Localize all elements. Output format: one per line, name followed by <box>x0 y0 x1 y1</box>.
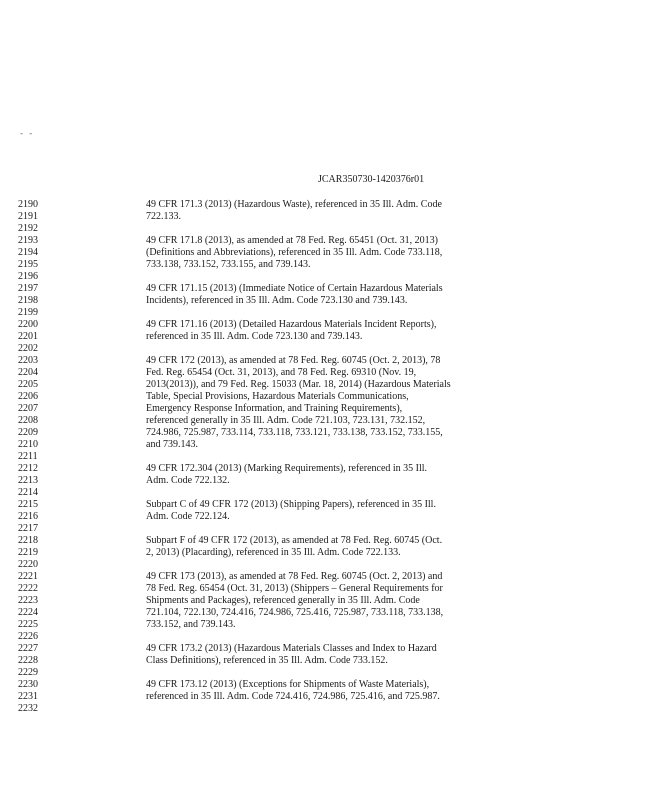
line-number: 2212 <box>18 463 38 474</box>
document-line <box>0 643 671 655</box>
line-number: 2196 <box>18 271 38 282</box>
line-number: 2210 <box>18 439 38 450</box>
line-number: 2225 <box>18 619 38 630</box>
document-line <box>0 703 671 715</box>
document-line <box>0 343 671 355</box>
line-number: 2200 <box>18 319 38 330</box>
line-number: 2226 <box>18 631 38 642</box>
line-number: 2207 <box>18 403 38 414</box>
document-line <box>0 439 671 451</box>
line-number: 2198 <box>18 295 38 306</box>
line-number: 2201 <box>18 331 38 342</box>
document-line <box>0 547 671 559</box>
line-number: 2203 <box>18 355 38 366</box>
line-text: referenced generally in 35 Ill. Adm. Code 721.103, 723.131, 732.152, <box>146 415 426 426</box>
line-number: 2216 <box>18 511 38 522</box>
line-text: Incidents), referenced in 35 Ill. Adm. Code 723.130 and 739.143. <box>146 295 408 306</box>
line-text: Adm. Code 722.132. <box>146 475 230 486</box>
line-text: 721.104, 722.130, 724.416, 724.986, 725.416, 725.987, 733.118, 733.138, <box>146 607 444 618</box>
line-number: 2218 <box>18 535 38 546</box>
document-line <box>0 523 671 535</box>
document-line <box>0 559 671 571</box>
document-line <box>0 679 671 691</box>
line-number: 2222 <box>18 583 38 594</box>
document-line <box>0 259 671 271</box>
line-text: 724.986, 725.987, 733.114, 733.118, 733.121, 733.138, 733.152, 733.155, <box>146 427 443 438</box>
line-number: 2191 <box>18 211 38 222</box>
document-line <box>0 415 671 427</box>
line-text: 49 CFR 171.15 (2013) (Immediate Notice of Certain Hazardous Materials <box>146 283 443 294</box>
line-text: 49 CFR 173.2 (2013) (Hazardous Materials Classes and Index to Hazard <box>146 643 437 654</box>
document-line <box>0 223 671 235</box>
line-number: 2214 <box>18 487 38 498</box>
line-number: 2209 <box>18 427 38 438</box>
line-number: 2190 <box>18 199 38 210</box>
document-line <box>0 307 671 319</box>
line-text: Shipments and Packages), referenced generally in 35 Ill. Adm. Code <box>146 595 420 606</box>
document-line <box>0 403 671 415</box>
document-line <box>0 667 671 679</box>
document-line <box>0 355 671 367</box>
line-number: 2223 <box>18 595 38 606</box>
document-line <box>0 595 671 607</box>
line-text: 78 Fed. Reg. 65454 (Oct. 31, 2013) (Shippers – General Requirements for <box>146 583 443 594</box>
document-line <box>0 583 671 595</box>
line-number: 2219 <box>18 547 38 558</box>
document-line <box>0 235 671 247</box>
document-line <box>0 499 671 511</box>
line-text: 49 CFR 173 (2013), as amended at 78 Fed. Reg. 60745 (Oct. 2, 2013) and <box>146 571 443 582</box>
line-number: 2213 <box>18 475 38 486</box>
line-number: 2192 <box>18 223 38 234</box>
line-number: 2204 <box>18 367 38 378</box>
line-number: 2215 <box>18 499 38 510</box>
line-number: 2232 <box>18 703 38 714</box>
document-line <box>0 331 671 343</box>
document-line <box>0 391 671 403</box>
document-line <box>0 199 671 211</box>
line-text: Adm. Code 722.124. <box>146 511 230 522</box>
line-text: Subpart C of 49 CFR 172 (2013) (Shipping Papers), referenced in 35 Ill. <box>146 499 436 510</box>
line-number: 2229 <box>18 667 38 678</box>
document-line <box>0 463 671 475</box>
line-number: 2231 <box>18 691 38 702</box>
line-text: 733.152, and 739.143. <box>146 619 236 630</box>
line-text: Fed. Reg. 65454 (Oct. 31, 2013), and 78 Fed. Reg. 69310 (Nov. 19, <box>146 367 417 378</box>
line-text: 722.133. <box>146 211 181 222</box>
line-number: 2194 <box>18 247 38 258</box>
document-line <box>0 655 671 667</box>
document-line <box>0 451 671 463</box>
line-number: 2217 <box>18 523 38 534</box>
document-line <box>0 631 671 643</box>
corner-mark: - - <box>20 128 35 138</box>
line-text: referenced in 35 Ill. Adm. Code 724.416, 724.986, 725.416, and 725.987. <box>146 691 440 702</box>
line-number: 2206 <box>18 391 38 402</box>
line-number: 2202 <box>18 343 38 354</box>
line-text: Subpart F of 49 CFR 172 (2013), as amended at 78 Fed. Reg. 60745 (Oct. <box>146 535 443 546</box>
line-text: 49 CFR 171.8 (2013), as amended at 78 Fed. Reg. 65451 (Oct. 31, 2013) <box>146 235 438 246</box>
line-number: 2197 <box>18 283 38 294</box>
document-line <box>0 427 671 439</box>
line-number: 2227 <box>18 643 38 654</box>
document-line <box>0 619 671 631</box>
document-line <box>0 511 671 523</box>
line-text: 49 CFR 171.3 (2013) (Hazardous Waste), referenced in 35 Ill. Adm. Code <box>146 199 442 210</box>
line-text: 2, 2013) (Placarding), referenced in 35 Ill. Adm. Code 722.133. <box>146 547 401 558</box>
line-number: 2230 <box>18 679 38 690</box>
document-line <box>0 571 671 583</box>
document-line <box>0 319 671 331</box>
line-number: 2220 <box>18 559 38 570</box>
line-number: 2195 <box>18 259 38 270</box>
document-line <box>0 487 671 499</box>
line-number: 2205 <box>18 379 38 390</box>
line-text: Table, Special Provisions, Hazardous Materials Communications, <box>146 391 409 402</box>
line-number: 2228 <box>18 655 38 666</box>
line-number: 2224 <box>18 607 38 618</box>
line-text: Class Definitions), referenced in 35 Ill. Adm. Code 733.152. <box>146 655 388 666</box>
document-line <box>0 379 671 391</box>
line-number: 2221 <box>18 571 38 582</box>
line-text: 49 CFR 172 (2013), as amended at 78 Fed. Reg. 60745 (Oct. 2, 2013), 78 <box>146 355 441 366</box>
line-text: 49 CFR 171.16 (2013) (Detailed Hazardous Materials Incident Reports), <box>146 319 437 330</box>
line-number: 2208 <box>18 415 38 426</box>
document-line <box>0 283 671 295</box>
document-line <box>0 607 671 619</box>
document-line <box>0 691 671 703</box>
line-number: 2199 <box>18 307 38 318</box>
line-text: referenced in 35 Ill. Adm. Code 723.130 and 739.143. <box>146 331 363 342</box>
document-line <box>0 211 671 223</box>
line-number: 2193 <box>18 235 38 246</box>
page-header: JCAR350730-1420376r01 <box>318 174 425 185</box>
line-text: (Definitions and Abbreviations), referenced in 35 Ill. Adm. Code 733.118, <box>146 247 443 258</box>
line-text: 2013(2013)), and 79 Fed. Reg. 15033 (Mar. 18, 2014) (Hazardous Materials <box>146 379 451 390</box>
line-text: 733.138, 733.152, 733.155, and 739.143. <box>146 259 311 270</box>
document-line <box>0 247 671 259</box>
line-text: Emergency Response Information, and Training Requirements), <box>146 403 403 414</box>
line-text: 49 CFR 172.304 (2013) (Marking Requirements), referenced in 35 Ill. <box>146 463 428 474</box>
line-number: 2211 <box>18 451 38 462</box>
line-text: and 739.143. <box>146 439 198 450</box>
document-line <box>0 295 671 307</box>
document-line <box>0 367 671 379</box>
document-line <box>0 535 671 547</box>
line-text: 49 CFR 173.12 (2013) (Exceptions for Shipments of Waste Materials), <box>146 679 430 690</box>
document-line <box>0 271 671 283</box>
document-line <box>0 475 671 487</box>
